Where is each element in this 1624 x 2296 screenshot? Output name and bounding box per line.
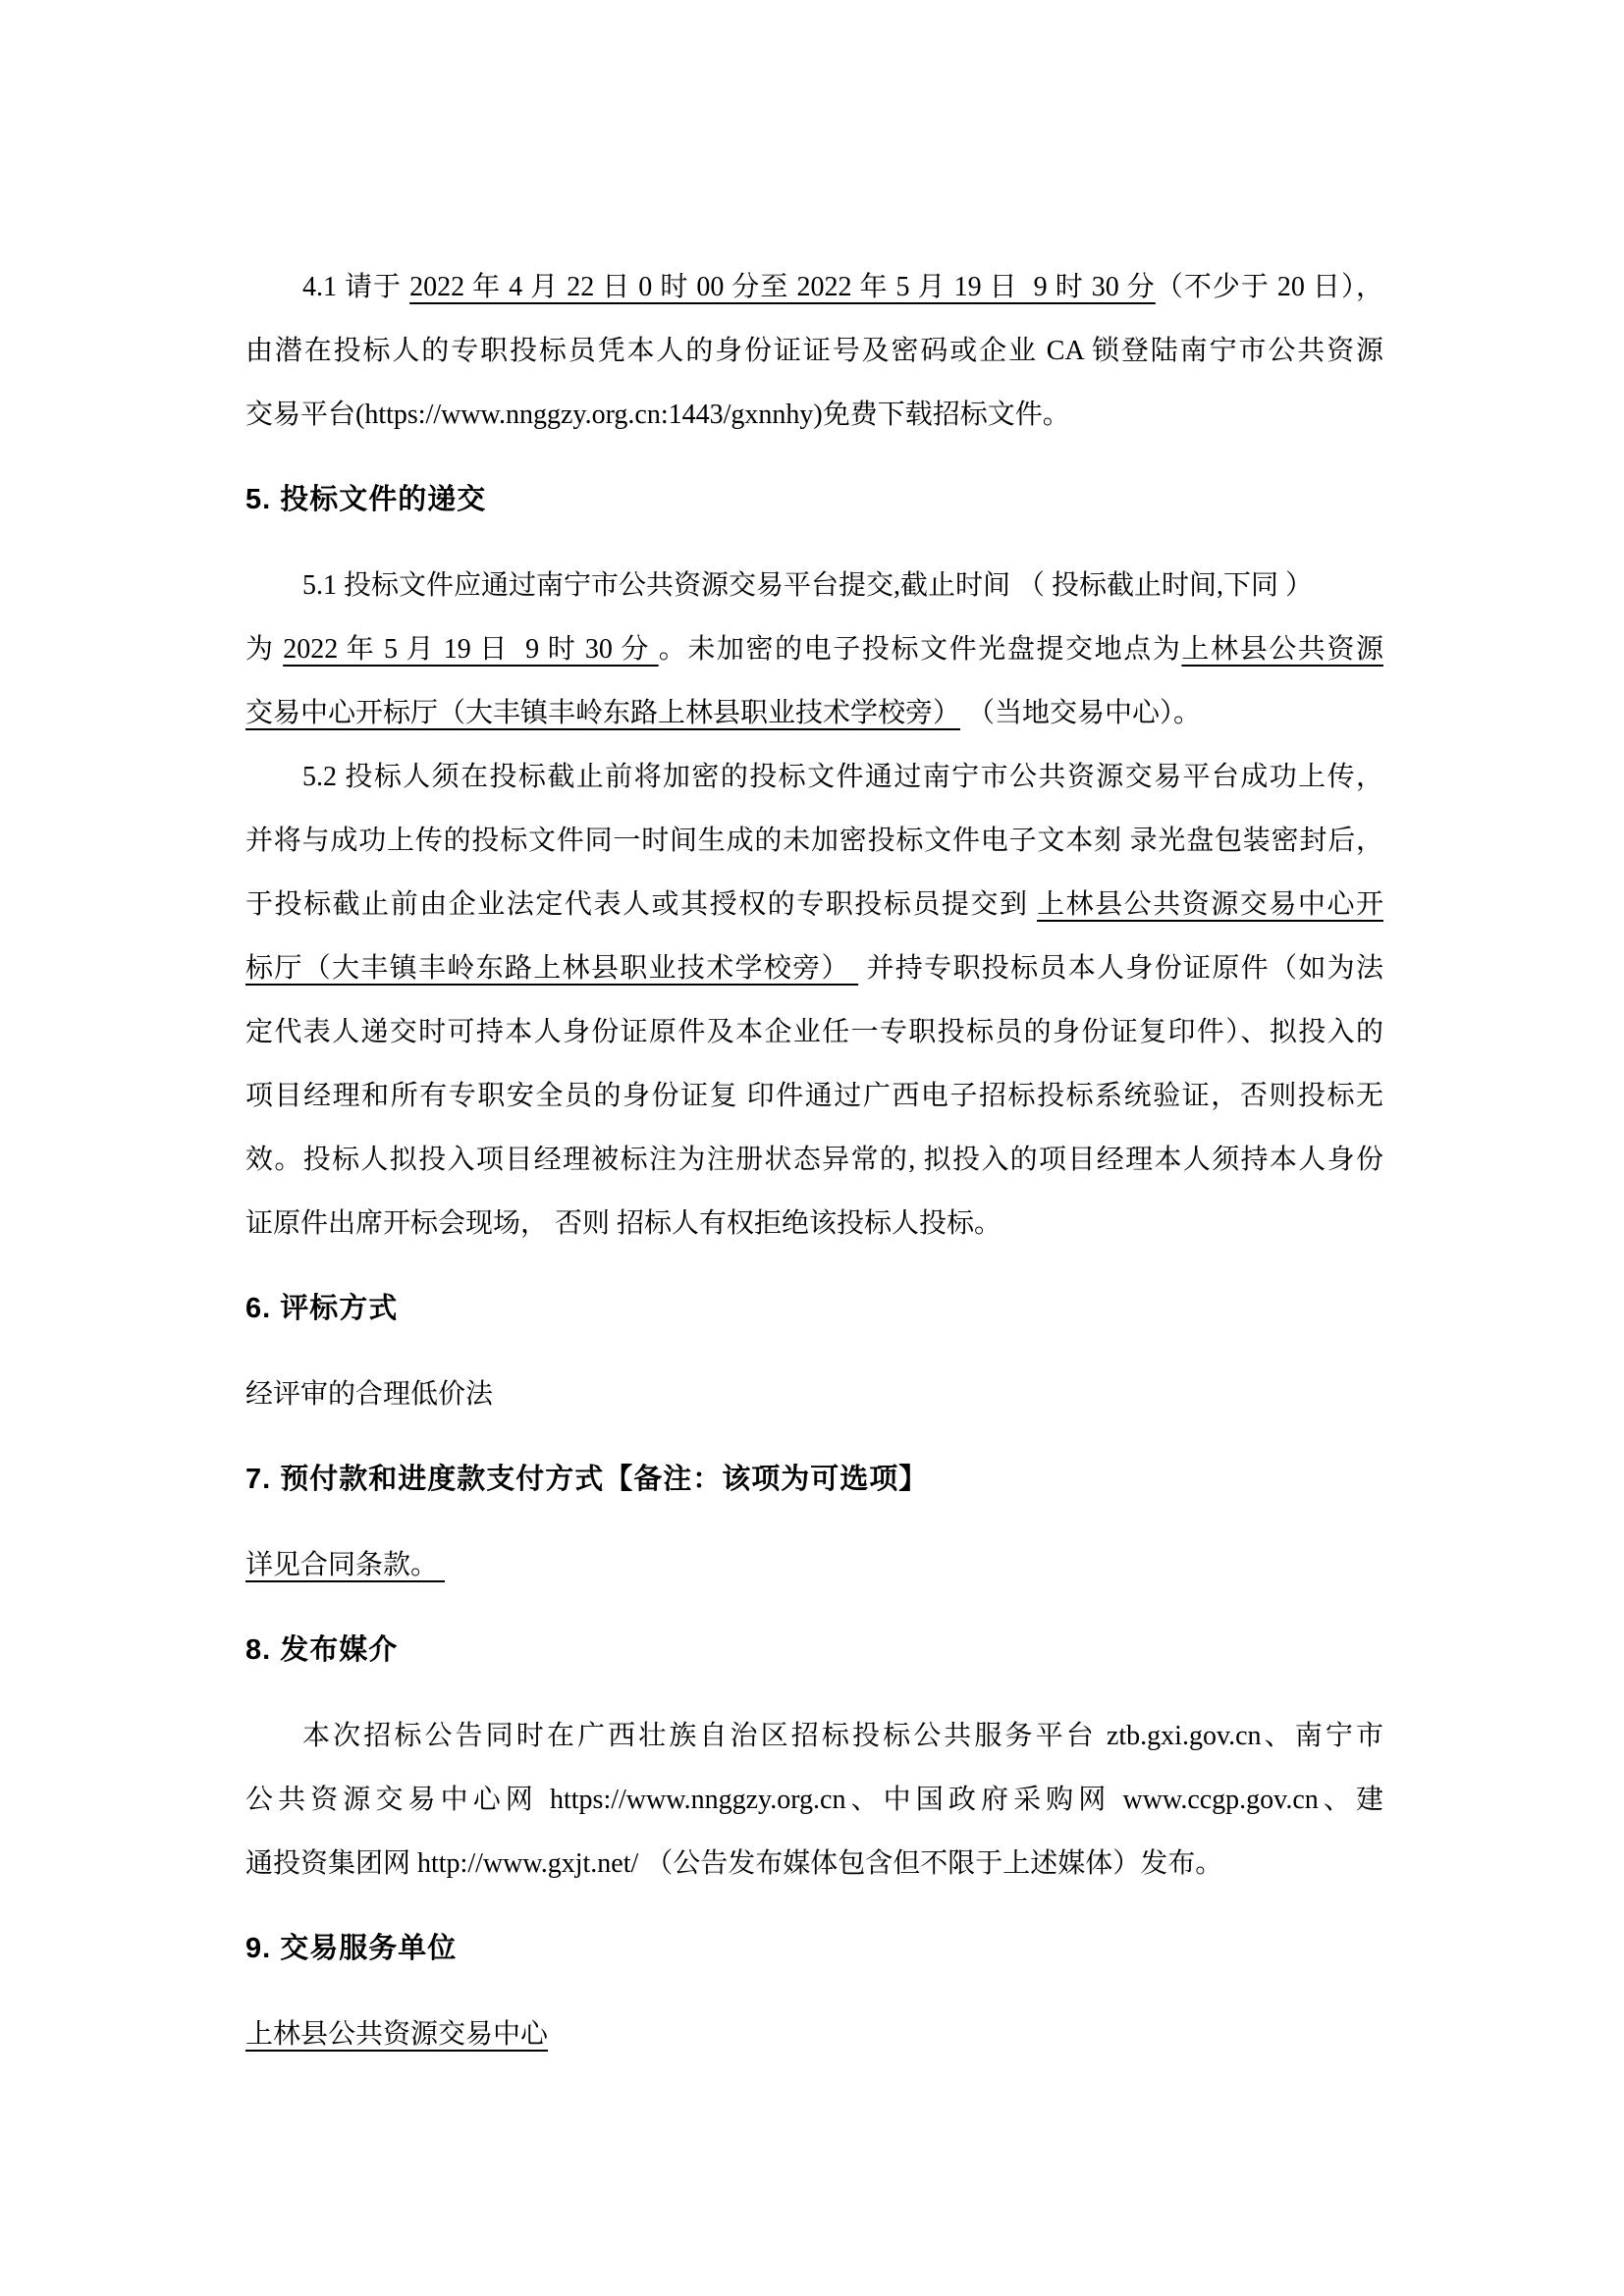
text-line	[245, 1619, 1383, 1682]
paragraph	[245, 2002, 1383, 2066]
text-line	[245, 617, 1383, 681]
text-line	[245, 1917, 1383, 1981]
text-line	[245, 1000, 1383, 1064]
paragraph	[245, 255, 1383, 447]
underlined-text: 上林县公共资源交易中心开	[1037, 889, 1383, 920]
text-line	[245, 2002, 1383, 2066]
underlined-text: 详见合同条款。	[245, 1550, 446, 1580]
text-line	[245, 1448, 1383, 1512]
underlined-text: 交易中心开标厅（大丰镇丰岭东路上林县职业技术学校旁）	[245, 698, 961, 728]
text-line	[245, 745, 1383, 809]
text-run: 由潜在投标人的专职投标员凭本人的身份证证号及密码或企业 CA 锁登陆南宁市公共资源	[245, 336, 1383, 366]
text-run: 项目经理和所有专职安全员的身份证复 印件通过广西电子招标投标系统验证，否则投标无	[245, 1081, 1383, 1111]
paragraph	[245, 1704, 1383, 1896]
section-heading	[245, 1448, 1383, 1512]
text-run: 经评审的合理低价法	[245, 1379, 494, 1410]
text-line	[245, 1128, 1383, 1192]
text-run: 效。投标人拟投入项目经理被标注为注册状态异常的, 拟投入的项目经理本人须持本人身份	[245, 1145, 1383, 1175]
text-line	[245, 809, 1383, 873]
text-run: 为	[245, 634, 284, 665]
text-line	[245, 1768, 1383, 1832]
text-run: 9. 交易服务单位	[245, 1933, 458, 1964]
text-run: 8. 发布媒介	[245, 1634, 399, 1666]
paragraph	[245, 1362, 1383, 1426]
underlined-text: 上林县公共资源交易中心	[245, 2019, 549, 2050]
underlined-text: 标厅（大丰镇丰岭东路上林县职业技术学校旁）	[245, 953, 859, 984]
text-run: 公共资源交易中心网 https://www.nnggzy.org.cn、中国政府采购网 www.ccgp.gov.cn、建	[245, 1785, 1383, 1815]
text-run: 通投资集团网 http://www.gxjt.net/ （公告发布媒体包含但不限于上述媒体）发布。	[245, 1848, 1223, 1879]
text-line	[245, 1064, 1383, 1128]
text-run: 6. 评标方式	[245, 1293, 399, 1324]
paragraph	[245, 1533, 1383, 1597]
section-heading	[245, 1917, 1383, 1981]
text-run: （不少于 20 日），	[1155, 272, 1383, 302]
text-run: （当地交易中心）。	[960, 698, 1202, 728]
text-run: 本次招标公告同时在广西壮族自治区招标投标公共服务平台 ztb.gxi.gov.cn、南宁市	[302, 1721, 1383, 1751]
section-heading	[245, 468, 1383, 532]
text-line	[245, 1533, 1383, 1597]
text-line	[245, 1832, 1383, 1896]
text-run: 并将与成功上传的投标文件同一时间生成的未加密投标文件电子文本刻 录光盘包装密封后，	[245, 826, 1383, 856]
paragraph	[245, 554, 1383, 745]
underlined-text: 2022 年 4 月 22 日 0 时 00 分至 2022 年 5 月 19 日 9 时 30 分	[409, 272, 1156, 302]
text-line	[245, 554, 1383, 617]
text-run: 并持专职投标员本人身份证原件（如为法	[858, 953, 1383, 984]
text-line	[245, 1362, 1383, 1426]
text-line	[245, 255, 1383, 319]
text-run: 5.2 投标人须在投标截止前将加密的投标文件通过南宁市公共资源交易平台成功上传，	[302, 762, 1383, 792]
text-line	[245, 873, 1383, 936]
text-run: 7. 预付款和进度款支付方式【备注：该项为可选项】	[245, 1464, 929, 1495]
underlined-text: 2022 年 5 月 19 日 9 时 30 分	[283, 634, 659, 665]
text-line	[245, 1277, 1383, 1341]
text-run: 定代表人递交时可持本人身份证原件及本企业任一专职投标员的身份证复印件）、拟投入的	[245, 1017, 1383, 1047]
underlined-text: 上林县公共资源	[1181, 634, 1383, 665]
text-line	[245, 468, 1383, 532]
text-run: 。未加密的电子投标文件光盘提交地点为	[658, 634, 1182, 665]
text-run: 于投标截止前由企业法定代表人或其授权的专职投标员提交到	[245, 889, 1038, 920]
text-line	[245, 319, 1383, 383]
text-run: 4.1 请于	[302, 272, 410, 302]
text-run: 5. 投标文件的递交	[245, 484, 487, 515]
paragraph	[245, 745, 1383, 1255]
text-line	[245, 1704, 1383, 1768]
text-line	[245, 936, 1383, 1000]
text-line	[245, 681, 1383, 745]
text-run: 5.1 投标文件应通过南宁市公共资源交易平台提交,截止时间 （ 投标截止时间,下同 ）	[302, 570, 1314, 601]
text-line	[245, 383, 1383, 447]
text-run: 证原件出席开标会现场， 否则 招标人有权拒绝该投标人投标。	[245, 1208, 1002, 1239]
text-run: 交易平台(https://www.nnggzy.org.cn:1443/gxnnhy)免费下载招标文件。	[245, 400, 1070, 430]
section-heading	[245, 1619, 1383, 1682]
section-heading	[245, 1277, 1383, 1341]
text-line	[245, 1192, 1383, 1255]
